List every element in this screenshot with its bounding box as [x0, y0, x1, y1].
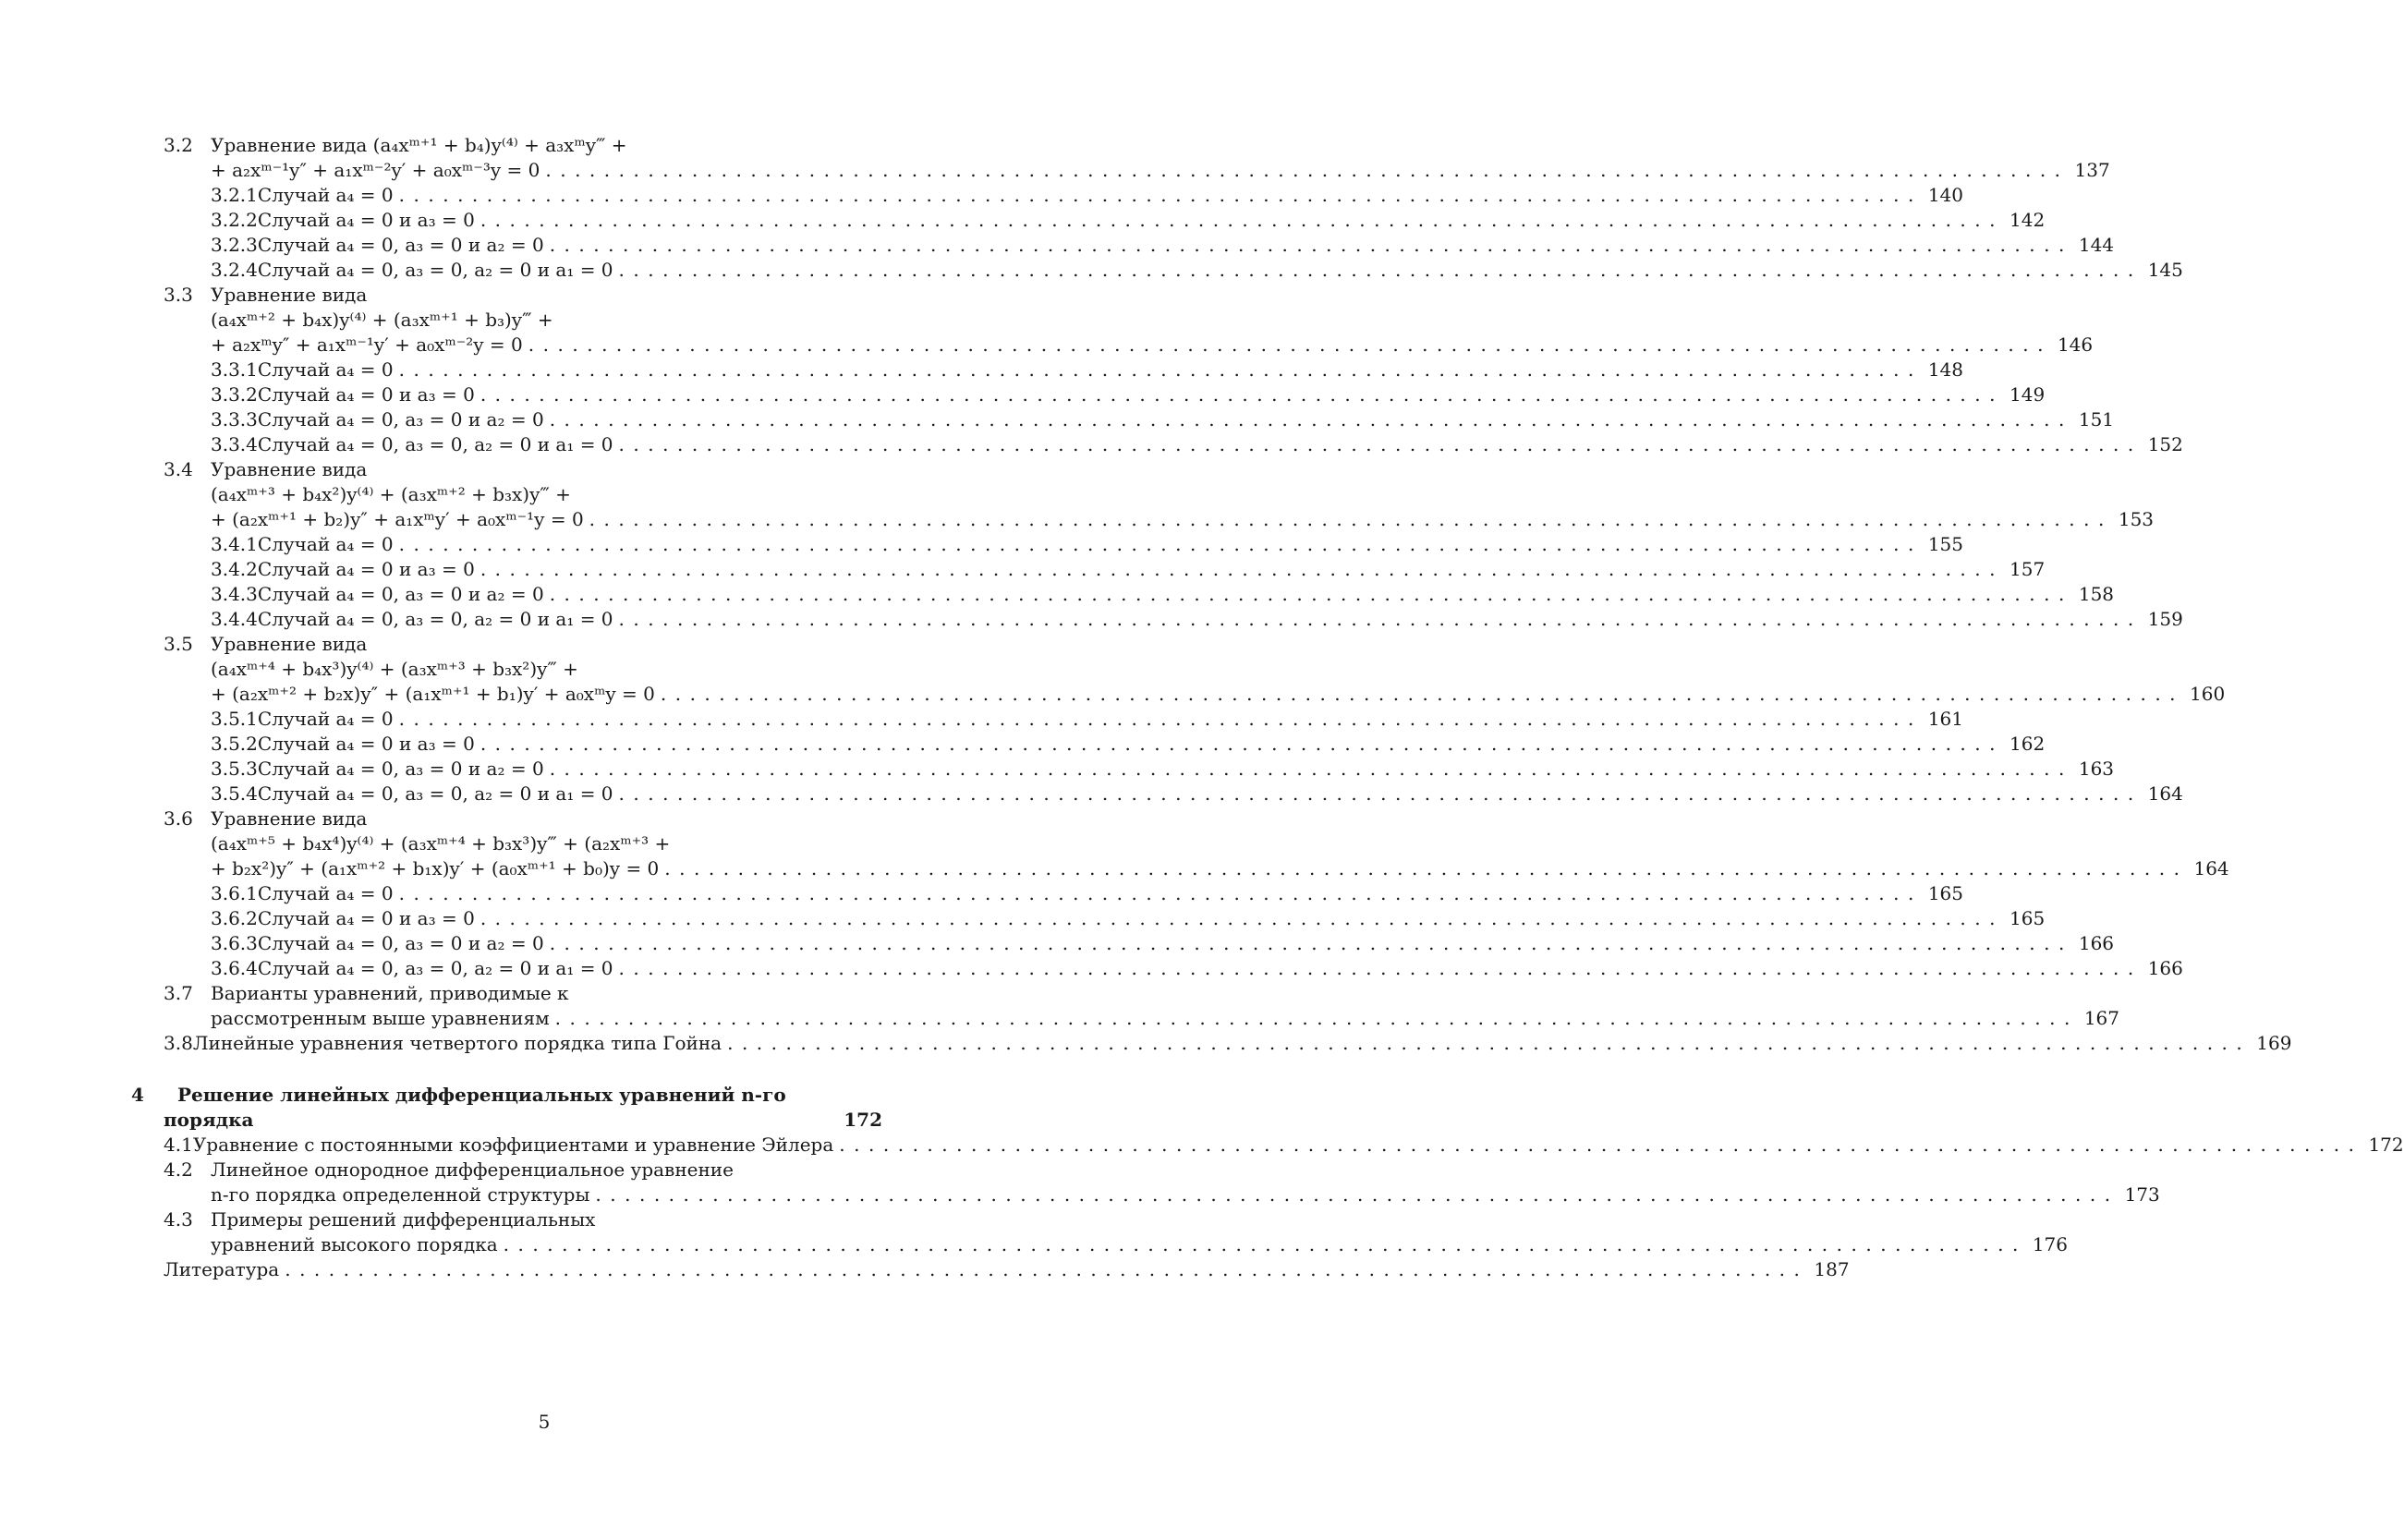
subsection-number: 3.5.1 — [211, 708, 258, 730]
toc-entry-3-4-line2 — [211, 481, 882, 507]
subsection-title: Случай a₄ = 0 и a₃ = 0 — [257, 209, 475, 231]
subsection-number: 3.3.4 — [211, 433, 258, 455]
toc-entry-3-6-1[interactable] — [211, 880, 1963, 906]
subsection-title: Случай a₄ = 0, a₃ = 0 и a₂ = 0 — [257, 583, 544, 605]
toc-entry-3-6-line1 — [164, 806, 882, 831]
toc-entry-3-6-2[interactable] — [211, 905, 2046, 931]
section-number: 4.3 — [164, 1208, 193, 1231]
page-number: 172 — [844, 1109, 882, 1131]
subsection-title: Случай a₄ = 0 — [257, 358, 394, 381]
page-number: 155 — [1927, 533, 1963, 555]
section-title-cont: + a₂xᵐy″ + a₁xᵐ⁻¹y′ + a₀xᵐ⁻²y = 0 — [211, 333, 523, 356]
page-number: 166 — [2147, 957, 2183, 979]
toc-entry-3-3-line2 — [211, 307, 882, 333]
toc-entry-3-3-4[interactable] — [211, 431, 2183, 457]
leader-dots: ........................................................................................................ — [398, 533, 1923, 555]
toc-entry-3-4-3[interactable] — [211, 581, 2115, 607]
leader-dots: ........................................................................................................ — [503, 1233, 2027, 1255]
toc-entry-3-2-2[interactable] — [211, 207, 2046, 233]
leader-dots: ........................................................................................................ — [398, 358, 1923, 381]
section-title: Уравнение вида (a₄xᵐ⁺¹ + b₄)y⁽⁴⁾ + a₃xᵐy‴ + — [211, 134, 627, 156]
section-number: 3.4 — [164, 458, 193, 480]
subsection-number: 3.3.2 — [211, 383, 258, 406]
subsection-number: 3.6.2 — [211, 907, 258, 929]
subsection-title: Случай a₄ = 0 и a₃ = 0 — [257, 558, 475, 580]
section-number: 3.7 — [164, 982, 193, 1004]
section-title: Уравнение с постоянными коэффициентами и уравнение Эйлера — [192, 1134, 834, 1156]
page-number: 145 — [2147, 259, 2183, 281]
subsection-number: 3.5.3 — [211, 758, 258, 780]
section-number: 3.3 — [164, 284, 193, 306]
page-number: 144 — [2078, 234, 2115, 256]
leader-dots: ........................................................................................................ — [480, 907, 2004, 929]
subsection-title: Случай a₄ = 0, a₃ = 0, a₂ = 0 и a₁ = 0 — [257, 259, 613, 281]
page-number: 151 — [2078, 408, 2115, 430]
section-title: Варианты уравнений, приводимые к — [211, 982, 569, 1004]
page-number: 173 — [2124, 1183, 2160, 1206]
chapter-title: Решение линейных дифференциальных уравнений n-го — [177, 1084, 786, 1106]
section-title-cont: (a₄xᵐ⁺³ + b₄x²)y⁽⁴⁾ + (a₃xᵐ⁺² + b₃x)y‴ + — [211, 483, 571, 505]
subsection-number: 3.2.3 — [211, 234, 258, 256]
subsection-number: 3.3.3 — [211, 408, 258, 430]
page-number: 164 — [2147, 782, 2183, 805]
page-number: 152 — [2147, 433, 2183, 455]
section-title: Линейное однородное дифференциальное уравнение — [211, 1158, 734, 1181]
toc-entry-3-7-line2[interactable] — [211, 1005, 2119, 1031]
leader-dots: ........................................................................................................ — [549, 583, 2073, 605]
leader-dots: ........................................................................................................ — [839, 1134, 2363, 1156]
leader-dots: ........................................................................................................ — [554, 1007, 2079, 1029]
section-number: 4.2 — [164, 1158, 193, 1181]
toc-entry-3-5-line1 — [164, 631, 882, 657]
section-number: 3.8 — [164, 1032, 193, 1054]
section-number: 4.1 — [164, 1134, 193, 1156]
subsection-number: 3.4.2 — [211, 558, 258, 580]
leader-dots: ........................................................................................................ — [480, 558, 2004, 580]
section-title-cont: + (a₂xᵐ⁺² + b₂x)y″ + (a₁xᵐ⁺¹ + b₁)y′ + a₀xᵐy = 0 — [211, 683, 655, 705]
page-number: 165 — [1927, 882, 1963, 904]
literature-title: Литература — [164, 1258, 280, 1280]
toc-entry-3-2-4[interactable] — [211, 257, 2183, 283]
leader-dots: ........................................................................................................ — [660, 683, 2185, 705]
subsection-number: 3.5.2 — [211, 733, 258, 755]
leader-dots: ........................................................................................................ — [528, 333, 2052, 356]
leader-dots: ........................................................................................................ — [398, 708, 1923, 730]
page-number: 167 — [2083, 1007, 2119, 1029]
toc-entry-3-3-line1 — [164, 282, 882, 308]
toc-entry-literature[interactable] — [164, 1256, 1850, 1282]
subsection-number: 3.2.2 — [211, 209, 258, 231]
subsection-number: 3.4.3 — [211, 583, 258, 605]
subsection-title: Случай a₄ = 0, a₃ = 0, a₂ = 0 и a₁ = 0 — [257, 608, 613, 630]
subsection-title: Случай a₄ = 0, a₃ = 0 и a₂ = 0 — [257, 234, 544, 256]
leader-dots: ........................................................................................................ — [480, 383, 2004, 406]
section-title-cont: (a₄xᵐ⁺² + b₄x)y⁽⁴⁾ + (a₃xᵐ⁺¹ + b₃)y‴ + — [211, 309, 553, 331]
page-number: 164 — [2193, 857, 2229, 879]
toc-entry-4-2-line2[interactable] — [211, 1182, 2160, 1207]
toc-entry-3-6-line3[interactable] — [211, 855, 2229, 881]
leader-dots: ........................................................................................................ — [480, 209, 2004, 231]
leader-dots: ........................................................................................................ — [549, 932, 2073, 954]
chapter-number: 4 — [131, 1084, 144, 1106]
toc-entry-3-2-1[interactable] — [211, 182, 1963, 208]
subsection-title: Случай a₄ = 0 — [257, 708, 394, 730]
leader-dots: ........................................................................................................ — [398, 184, 1923, 206]
page-number: 187 — [1814, 1258, 1850, 1280]
section-title-cont: уравнений высокого порядка — [211, 1233, 498, 1255]
leader-dots: ........................................................................................................ — [549, 758, 2073, 780]
toc-entry-3-5-4[interactable] — [211, 781, 2183, 806]
page-number: 162 — [2009, 733, 2046, 755]
toc-entry-3-5-1[interactable] — [211, 706, 1963, 732]
toc-entry-3-6-3[interactable] — [211, 930, 2115, 956]
toc-entry-3-4-4[interactable] — [211, 606, 2183, 632]
leader-dots: ........................................................................................................ — [618, 608, 2143, 630]
subsection-number: 3.6.4 — [211, 957, 258, 979]
leader-dots: ........................................................................................................ — [618, 782, 2143, 805]
page-number: 165 — [2009, 907, 2046, 929]
toc-chapter-4-line2[interactable] — [164, 1107, 882, 1133]
toc-entry-3-2-line1 — [164, 132, 882, 158]
page-number: 163 — [2078, 758, 2115, 780]
toc-entry-4-3-line1 — [164, 1207, 882, 1232]
page-number: 142 — [2009, 209, 2046, 231]
toc-entry-3-6-4[interactable] — [211, 955, 2183, 981]
leader-dots: ........................................................................................................ — [727, 1032, 2252, 1054]
subsection-title: Случай a₄ = 0 и a₃ = 0 — [257, 733, 475, 755]
subsection-number: 3.5.4 — [211, 782, 258, 805]
page-number: 161 — [1927, 708, 1963, 730]
toc-entry-3-4-line1 — [164, 456, 882, 482]
subsection-number: 3.6.3 — [211, 932, 258, 954]
page-number: 148 — [1927, 358, 1963, 381]
toc-entry-3-4-1[interactable] — [211, 531, 1963, 557]
leader-dots: ........................................................................................................ — [618, 957, 2143, 979]
subsection-number: 3.4.4 — [211, 608, 258, 630]
leader-dots: ........................................................................................................ — [549, 234, 2073, 256]
section-number: 3.2 — [164, 134, 193, 156]
subsection-title: Случай a₄ = 0, a₃ = 0, a₂ = 0 и a₁ = 0 — [257, 782, 613, 805]
subsection-title: Случай a₄ = 0, a₃ = 0, a₂ = 0 и a₁ = 0 — [257, 957, 613, 979]
page-number: 160 — [2190, 683, 2226, 705]
section-title-cont: + a₂xᵐ⁻¹y″ + a₁xᵐ⁻²y′ + a₀xᵐ⁻³y = 0 — [211, 159, 540, 181]
page-number: 159 — [2147, 608, 2183, 630]
toc-entry-3-6-line2 — [211, 831, 882, 856]
section-number: 3.5 — [164, 633, 193, 655]
toc-entry-3-4-2[interactable] — [211, 556, 2046, 582]
subsection-title: Случай a₄ = 0, a₃ = 0 и a₂ = 0 — [257, 758, 544, 780]
subsection-title: Случай a₄ = 0 — [257, 533, 394, 555]
section-title-cont: n-го порядка определенной структуры — [211, 1183, 590, 1206]
leader-dots: ........................................................................................................ — [398, 882, 1923, 904]
toc-entry-4-1[interactable] — [164, 1132, 2404, 1158]
toc-chapter-4-line1 — [131, 1082, 882, 1108]
toc-entry-4-3-line2[interactable] — [211, 1231, 2068, 1257]
leader-dots: ........................................................................................................ — [664, 857, 2189, 879]
section-title-cont: рассмотренным выше уравнениям — [211, 1007, 550, 1029]
page-number: 169 — [2256, 1032, 2292, 1054]
page-number: 176 — [2032, 1233, 2068, 1255]
chapter-title-cont: порядка — [164, 1109, 254, 1131]
page-number: 137 — [2074, 159, 2110, 181]
toc-entry-3-5-line2 — [211, 656, 882, 682]
toc-entry-3-7-line1 — [164, 980, 882, 1006]
toc-entry-3-2-3[interactable] — [211, 232, 2115, 258]
subsection-number: 3.3.1 — [211, 358, 258, 381]
page-number: 166 — [2078, 932, 2115, 954]
leader-dots: ........................................................................................................ — [589, 508, 2113, 530]
page-number: 172 — [2368, 1134, 2404, 1156]
subsection-number: 3.6.1 — [211, 882, 258, 904]
section-title-cont: (a₄xᵐ⁺⁴ + b₄x³)y⁽⁴⁾ + (a₃xᵐ⁺³ + b₃x²)y‴ + — [211, 658, 578, 680]
toc-entry-3-3-line3[interactable] — [211, 332, 2094, 358]
toc-entry-3-3-1[interactable] — [211, 357, 1963, 382]
subsection-title: Случай a₄ = 0, a₃ = 0 и a₂ = 0 — [257, 408, 544, 430]
leader-dots: ........................................................................................................ — [285, 1258, 1809, 1280]
page-number: 157 — [2009, 558, 2046, 580]
section-title-cont: (a₄xᵐ⁺⁵ + b₄x⁴)y⁽⁴⁾ + (a₃xᵐ⁺⁴ + b₃x³)y‴ + (a₂xᵐ⁺³ + — [211, 832, 671, 855]
page-number: 140 — [1927, 184, 1963, 206]
subsection-title: Случай a₄ = 0 — [257, 882, 394, 904]
leader-dots: ........................................................................................................ — [480, 733, 2004, 755]
toc-entry-3-4-line3[interactable] — [211, 506, 2155, 532]
toc-entry-3-2-line2[interactable] — [211, 157, 2110, 183]
leader-dots: ........................................................................................................ — [549, 408, 2073, 430]
subsection-title: Случай a₄ = 0 — [257, 184, 394, 206]
section-title: Уравнение вида — [211, 807, 368, 830]
section-title: Примеры решений дифференциальных — [211, 1208, 596, 1231]
section-title-cont: + (a₂xᵐ⁺¹ + b₂)y″ + a₁xᵐy′ + a₀xᵐ⁻¹y = 0 — [211, 508, 584, 530]
toc-entry-3-8[interactable] — [164, 1030, 2292, 1056]
subsection-title: Случай a₄ = 0 и a₃ = 0 — [257, 907, 475, 929]
subsection-number: 3.2.1 — [211, 184, 258, 206]
section-title-cont: + b₂x²)y″ + (a₁xᵐ⁺² + b₁x)y′ + (a₀xᵐ⁺¹ + b₀)y = 0 — [211, 857, 660, 879]
page-number: 158 — [2078, 583, 2115, 605]
section-title: Уравнение вида — [211, 633, 368, 655]
toc-entry-3-5-3[interactable] — [211, 756, 2115, 782]
subsection-title: Случай a₄ = 0, a₃ = 0, a₂ = 0 и a₁ = 0 — [257, 433, 613, 455]
page-number: 149 — [2009, 383, 2046, 406]
subsection-number: 3.4.1 — [211, 533, 258, 555]
page-number: 153 — [2118, 508, 2155, 530]
section-title: Линейные уравнения четвертого порядка типа Гойна — [192, 1032, 722, 1054]
subsection-title: Случай a₄ = 0 и a₃ = 0 — [257, 383, 475, 406]
leader-dots: ........................................................................................................ — [595, 1183, 2119, 1206]
subsection-title: Случай a₄ = 0, a₃ = 0 и a₂ = 0 — [257, 932, 544, 954]
page-footer-number: 5 — [538, 1411, 551, 1433]
section-number: 3.6 — [164, 807, 193, 830]
leader-dots: ........................................................................................................ — [618, 433, 2143, 455]
toc-entry-3-5-2[interactable] — [211, 731, 2046, 757]
toc-entry-3-5-line3[interactable] — [211, 681, 2226, 707]
leader-dots: ........................................................................................................ — [545, 159, 2070, 181]
toc-entry-3-3-3[interactable] — [211, 406, 2115, 432]
toc-entry-3-3-2[interactable] — [211, 382, 2046, 407]
leader-dots: ........................................................................................................ — [618, 259, 2143, 281]
page-number: 146 — [2057, 333, 2094, 356]
subsection-number: 3.2.4 — [211, 259, 258, 281]
section-title: Уравнение вида — [211, 458, 368, 480]
toc-entry-4-2-line1 — [164, 1157, 882, 1182]
section-title: Уравнение вида — [211, 284, 368, 306]
